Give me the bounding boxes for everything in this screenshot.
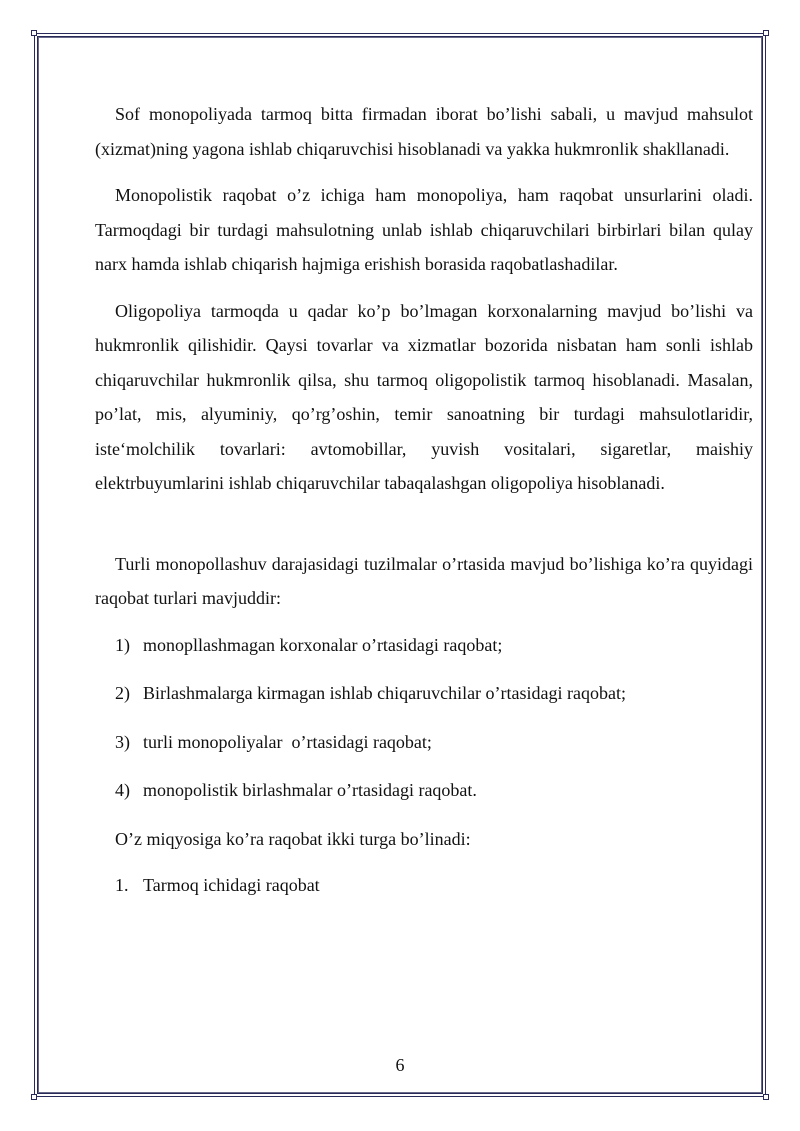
- list-item-text: turli monopoliyalar o’rtasidagi raqobat;: [143, 731, 432, 752]
- list-item-text: Birlashmalarga kirmagan ishlab chiqaruvchilar o’rtasidagi raqobat;: [143, 683, 627, 703]
- list-item-text: Tarmoq ichidagi raqobat: [143, 875, 320, 895]
- border-corner: [763, 1094, 769, 1100]
- page-number: 6: [395, 1055, 405, 1075]
- list-item-number: 3): [115, 731, 130, 752]
- list-item-text: monopolistik birlashmalar o’rtasidagi raqobat.: [143, 780, 477, 800]
- list-item-number: 1): [115, 634, 130, 655]
- list-item: [95, 725, 753, 760]
- competition-types-list: [95, 628, 753, 808]
- border-corner: [31, 30, 37, 36]
- paragraph-competition-types-intro: Turli monopollashuv darajasidagi tuzilmalar o’rtasida mavjud bo’lishiga ko’ra quyidagi raqobat turlari mavjuddir:: [95, 553, 753, 608]
- list-item-number: 4): [115, 780, 130, 800]
- list-item: [95, 676, 753, 711]
- list-item-number: 2): [115, 683, 130, 703]
- border-corner: [763, 30, 769, 36]
- list-item: [95, 773, 753, 808]
- scale-types-list: [95, 868, 753, 903]
- list-item-text: monopllashmagan korxonalar o’rtasidagi raqobat;: [143, 634, 503, 655]
- list-item: [95, 628, 753, 663]
- paragraph-monopolistic-competition: Monopolistik raqobat o’z ichiga ham monopoliya, ham raqobat unsurlarini oladi. Tarmoqdagi bir turdagi mahsulotning unlab ishlab chiqaruvchilari birbirlari bilan qulay narx hamda ishlab chiqarish hajmiga erishish borasida raqobatlashadilar.: [95, 185, 753, 274]
- paragraph-scale-intro: O’z miqyosiga ko’ra raqobat ikki turga bo’linadi:: [115, 828, 471, 849]
- document-body: [95, 97, 753, 917]
- border-corner: [31, 1094, 37, 1100]
- list-item: [95, 868, 753, 903]
- list-item-number: 1.: [115, 875, 129, 895]
- paragraph-pure-monopoly: Sof monopoliyada tarmoq bitta firmadan iborat bo’lishi sabali, u mavjud mahsulot (xizmat)ning yagona ishlab chiqaruvchisi hisoblanadi va yakka hukmronlik shakllanadi.: [95, 104, 753, 159]
- paragraph-oligopoly: Oligopoliya tarmoqda u qadar ko’p bo’lmagan korxonalarning mavjud bo’lishi va hukmronlik qilishidir. Qaysi tovarlar va xizmatlar bozorida nisbatan ham sonli ishlab chiqaruvchilar hukmronlik qilsa, shu tarmoq oligopolistik tarmoq hisoblanadi. Masalan, po’lat, mis, alyuminiy, qo’rg’oshin, temir sanoatning bir turdagi mahsulotlaridir, iste‘molchilik tovarlari: avtomobillar, yuvish vositalari, sigaretlar, maishiy elektrbuyumlarini ishlab chiqaruvchilar tabaqalashgan oligopoliya hisoblanadi.: [95, 300, 753, 493]
